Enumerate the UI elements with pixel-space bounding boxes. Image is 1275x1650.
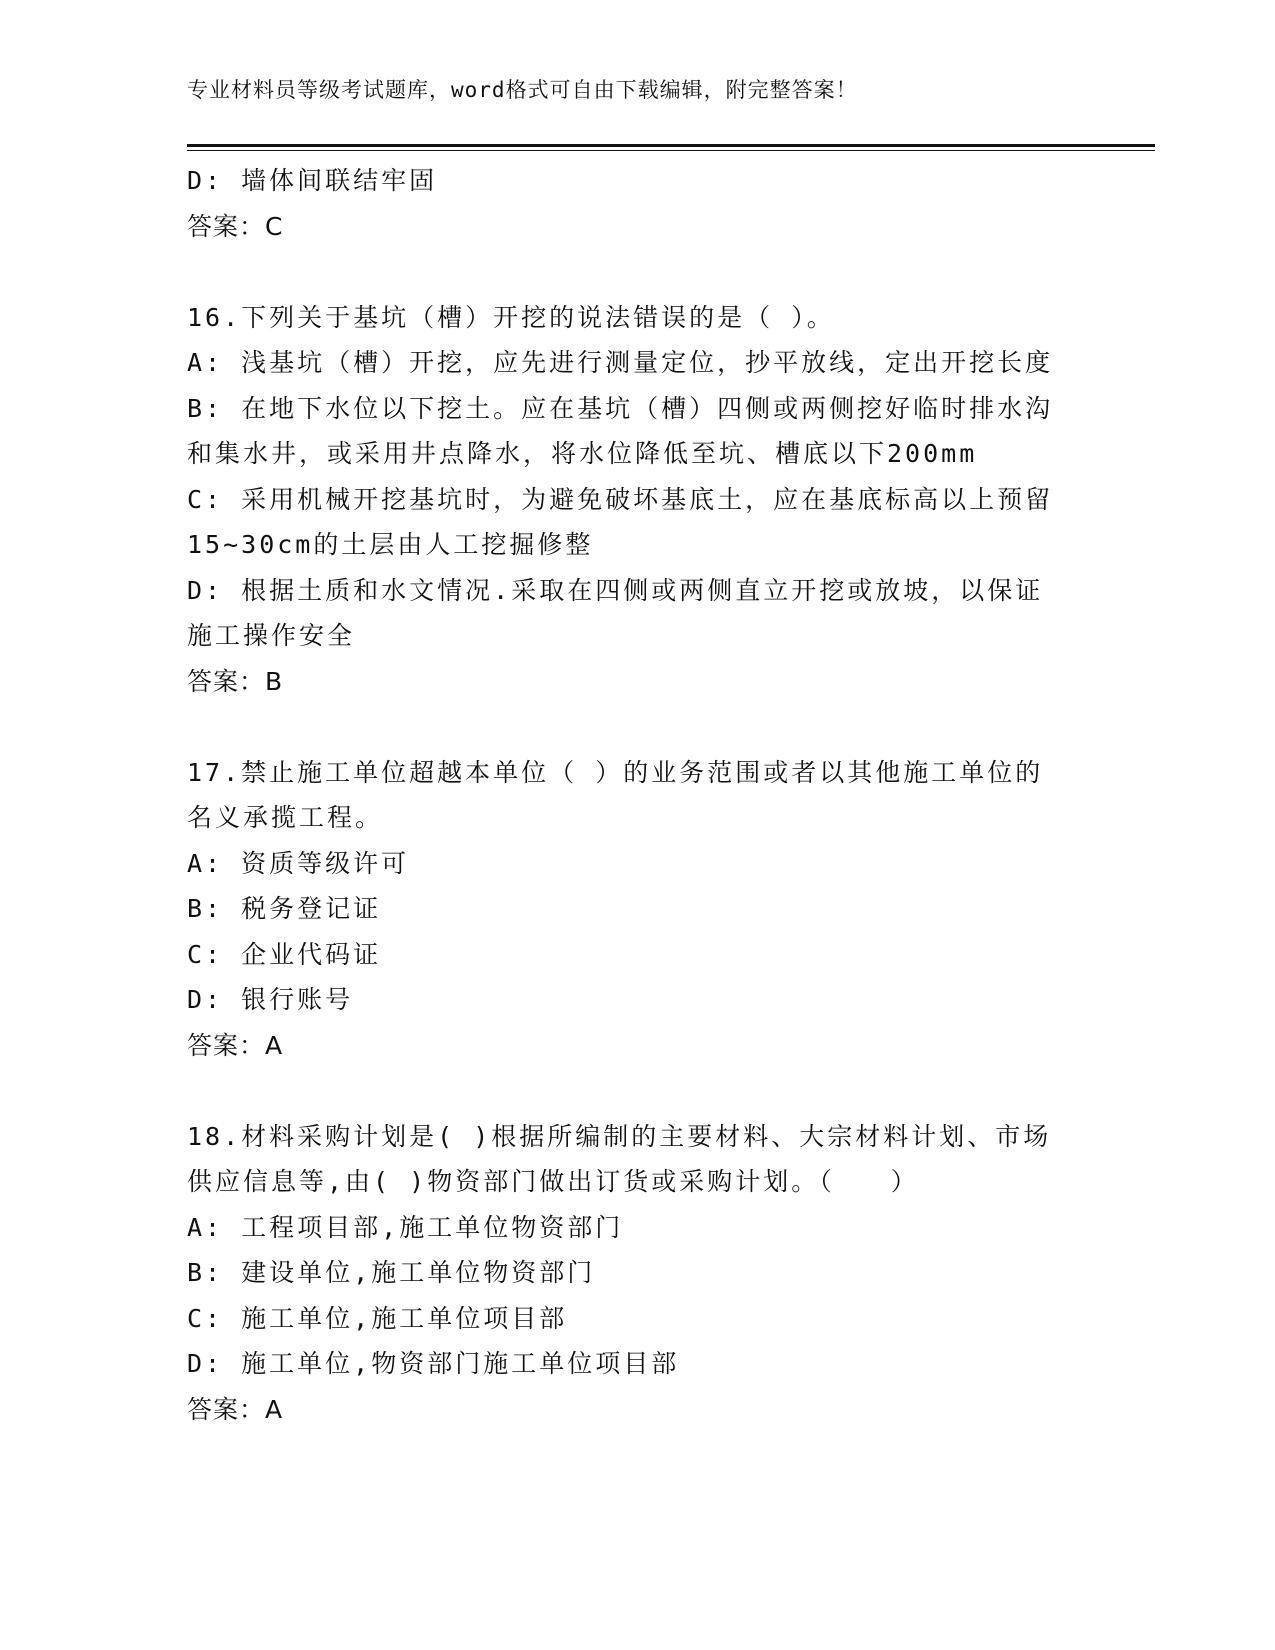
question-content — [187, 158, 1087, 1432]
q17-option-a: A: 资质等级许可 — [187, 848, 410, 878]
q16-option-c-line2: 15~30cm的土层由人工挖掘修整 — [187, 530, 594, 559]
q16-option-d-line1: D: 根据土质和水文情况.采取在四侧或两侧直立开挖或放坡，以保证 — [187, 575, 1044, 605]
q17-option-b: B: 税务登记证 — [187, 894, 382, 923]
q15-answer: 答案：C — [187, 211, 284, 241]
page-header: 专业材料员等级考试题库，word格式可自由下载编辑，附完整答案！ — [187, 78, 858, 102]
q18-option-d: D: 施工单位,物资部门施工单位项目部 — [187, 1349, 680, 1378]
q18-stem-line2: 供应信息等,由( )物资部门做出订货或采购计划。（ ） — [187, 1167, 919, 1196]
header-rule-thin — [187, 150, 1155, 151]
q16-option-a: A: 浅基坑（槽）开挖，应先进行测量定位，抄平放线，定出开挖长度 — [187, 348, 1054, 377]
q18-option-b: B: 建设单位,施工单位物资部门 — [187, 1258, 596, 1287]
q16-option-b-line1: B: 在地下水位以下挖土。应在基坑（槽）四侧或两侧挖好临时排水沟 — [187, 393, 1054, 423]
q17-option-d: D: 银行账号 — [187, 985, 354, 1014]
q16-option-c-line1: C: 采用机械开挖基坑时，为避免破坏基底土，应在基底标高以上预留 — [187, 484, 1054, 514]
q18-option-a: A: 工程项目部,施工单位物资部门 — [187, 1212, 624, 1242]
spacer — [187, 249, 1087, 295]
spacer — [187, 704, 1087, 750]
q18-answer: 答案：A — [187, 1394, 284, 1424]
q17-stem-line1: 17.禁止施工单位超越本单位（ ）的业务范围或者以其他施工单位的 — [187, 757, 1044, 787]
q16-stem: 16.下列关于基坑（槽）开挖的说法错误的是（ ）。 — [187, 302, 835, 332]
q17-option-c: C: 企业代码证 — [187, 939, 382, 969]
q17-answer: 答案：A — [187, 1030, 284, 1060]
q15-option-d: D: 墙体间联结牢固 — [187, 166, 438, 195]
spacer — [187, 1068, 1087, 1114]
q18-stem-line1: 18.材料采购计划是( )根据所编制的主要材料、大宗材料计划、市场 — [187, 1121, 1052, 1151]
header-rule-thick — [187, 144, 1155, 147]
q16-option-d-line2: 施工操作安全 — [187, 621, 356, 650]
q16-answer: 答案：B — [187, 666, 284, 696]
q16-option-b-line2: 和集水井，或采用井点降水，将水位降低至坑、槽底以下200mm — [187, 439, 978, 468]
q17-stem-line2: 名义承揽工程。 — [187, 803, 384, 832]
q18-option-c: C: 施工单位,施工单位项目部 — [187, 1303, 568, 1333]
